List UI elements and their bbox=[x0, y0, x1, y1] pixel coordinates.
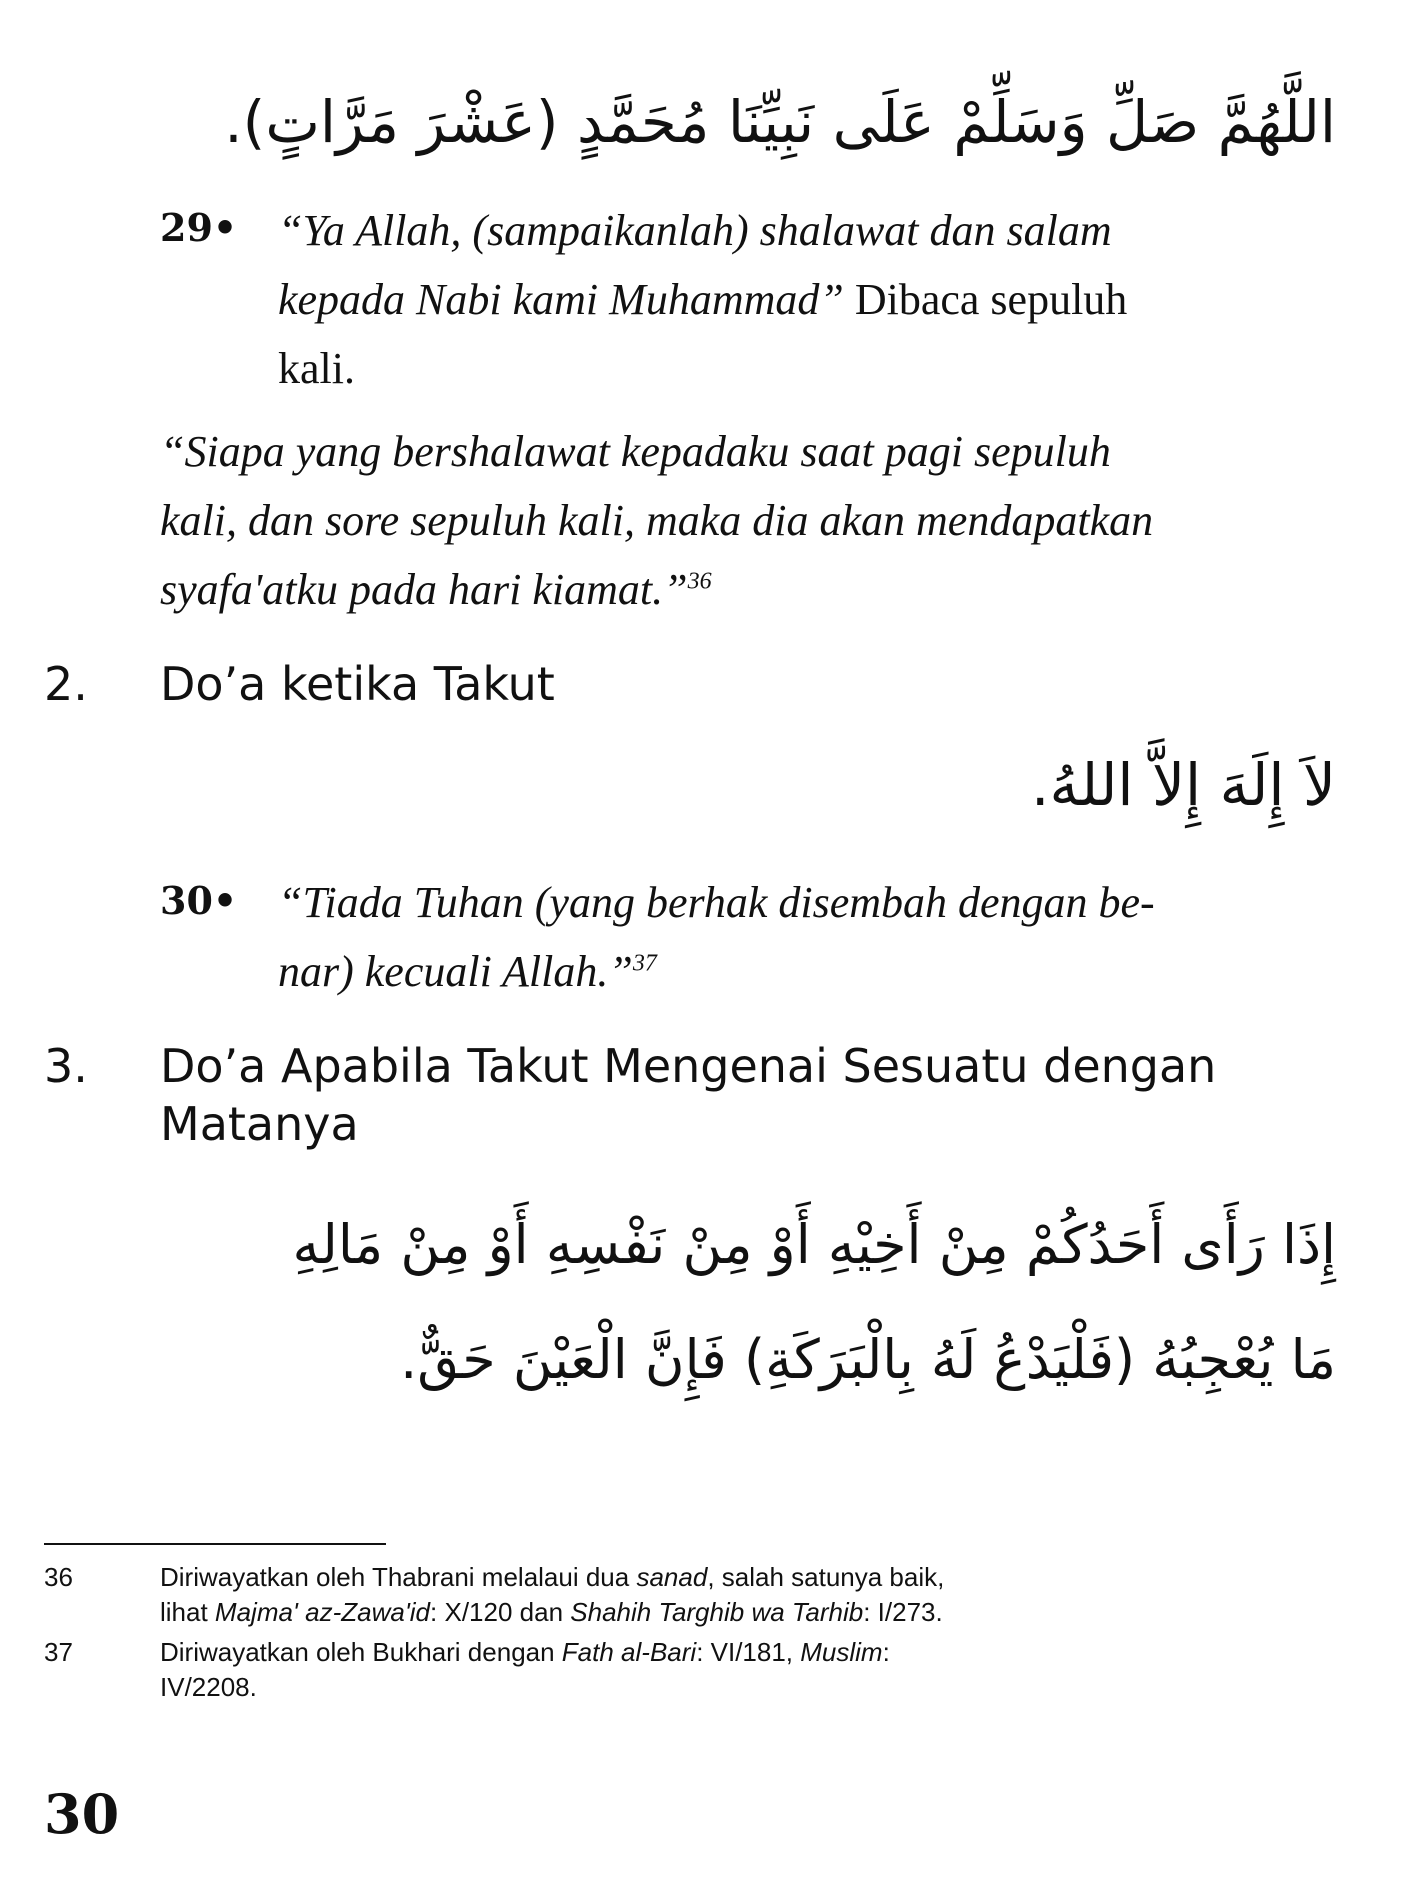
entry-30-line2: nar) kecuali Allah.” bbox=[278, 947, 633, 996]
quote-29-line1: “Siapa yang bershalawat kepadaku saat pagi sepuluh bbox=[160, 427, 1111, 476]
fn36-text-c: , salah satunya baik, bbox=[707, 1562, 945, 1592]
arabic-evil-eye-line1: إِذَا رَأَى أَحَدُكُمْ مِنْ أَخِيْهِ أَوْ مِنْ نَفْسِهِ أَوْ مِنْ مَالِهِ bbox=[292, 1213, 1336, 1276]
section-2-number: 2. bbox=[44, 657, 88, 711]
entry-29-line2-italic: kepada Nabi kami Muhammad” bbox=[278, 275, 844, 324]
fn36-text-a: Diriwayatkan oleh Thabrani melalaui dua bbox=[160, 1562, 637, 1592]
quote-29-line3: syafa'atku pada hari kiamat.” bbox=[160, 565, 688, 614]
hadith-quote-29 bbox=[160, 417, 1340, 624]
fn36-text-f: : I/273. bbox=[863, 1597, 943, 1627]
entry-30-line1: “Tiada Tuhan (yang berhak disembah dengan be- bbox=[278, 878, 1155, 927]
footnote-37-text bbox=[160, 1635, 1340, 1705]
footnote-ref-36: 36 bbox=[687, 568, 712, 595]
footnote-36-number: 36 bbox=[44, 1562, 73, 1592]
fn36-text-e: : X/120 dan bbox=[430, 1597, 571, 1627]
fn37-fath: Fath al-Bari bbox=[561, 1637, 697, 1667]
section-3-number: 3. bbox=[44, 1039, 88, 1093]
entry-29-line1: “Ya Allah, (sampaikanlah) shalawat dan salam bbox=[278, 206, 1112, 255]
entry-30-translation bbox=[278, 868, 1338, 1006]
page-number: 30 bbox=[44, 1782, 120, 1846]
fn37-muslim: Muslim bbox=[800, 1637, 883, 1667]
quote-29-line2: kali, dan sore sepuluh kali, maka dia akan mendapatkan bbox=[160, 496, 1154, 545]
entry-29-line3: kali. bbox=[278, 344, 355, 393]
section-3-title-line2: Matanya bbox=[160, 1097, 359, 1151]
section-3-title bbox=[160, 1037, 1360, 1153]
footnote-37-number: 37 bbox=[44, 1637, 73, 1667]
footnote-36-text bbox=[160, 1560, 1340, 1630]
entry-29-translation bbox=[278, 196, 1338, 403]
section-2-title: Do’a ketika Takut bbox=[160, 657, 555, 711]
fn37-text-c: : VI/181, bbox=[696, 1637, 801, 1667]
entry-number-29: 29• bbox=[160, 205, 238, 250]
section-3-title-line1: Do’a Apabila Takut Mengenai Sesuatu dengan bbox=[160, 1039, 1217, 1093]
fn37-text-f: IV/2208. bbox=[160, 1672, 257, 1702]
footnote-ref-37: 37 bbox=[632, 950, 657, 977]
arabic-evil-eye-line2: مَا يُعْجِبُهُ (فَلْيَدْعُ لَهُ بِالْبَرَكَةِ) فَإِنَّ الْعَيْنَ حَقٌّ. bbox=[400, 1328, 1336, 1391]
fn36-sanad: sanad bbox=[636, 1562, 708, 1592]
fn36-majma: Majma' az-Zawa'id bbox=[214, 1597, 431, 1627]
fn37-text-e: : bbox=[882, 1637, 890, 1667]
entry-number-30: 30• bbox=[160, 878, 238, 923]
footnote-divider bbox=[44, 1543, 386, 1545]
fn37-text-a: Diriwayatkan oleh Bukhari dengan bbox=[160, 1637, 562, 1667]
arabic-salawat: اللَّهُمَّ صَلِّ وَسَلِّمْ عَلَى نَبِيِّنَا مُحَمَّدٍ (عَشْرَ مَرَّاتٍ). bbox=[224, 88, 1336, 156]
entry-29-line2-rest: Dibaca sepuluh bbox=[843, 275, 1128, 324]
fn36-text-d: lihat bbox=[160, 1597, 215, 1627]
arabic-tahlil: لاَ إِلَهَ إِلاَّ اللهُ. bbox=[1031, 751, 1336, 819]
fn36-shahih: Shahih Targhib wa Tarhib bbox=[570, 1597, 864, 1627]
